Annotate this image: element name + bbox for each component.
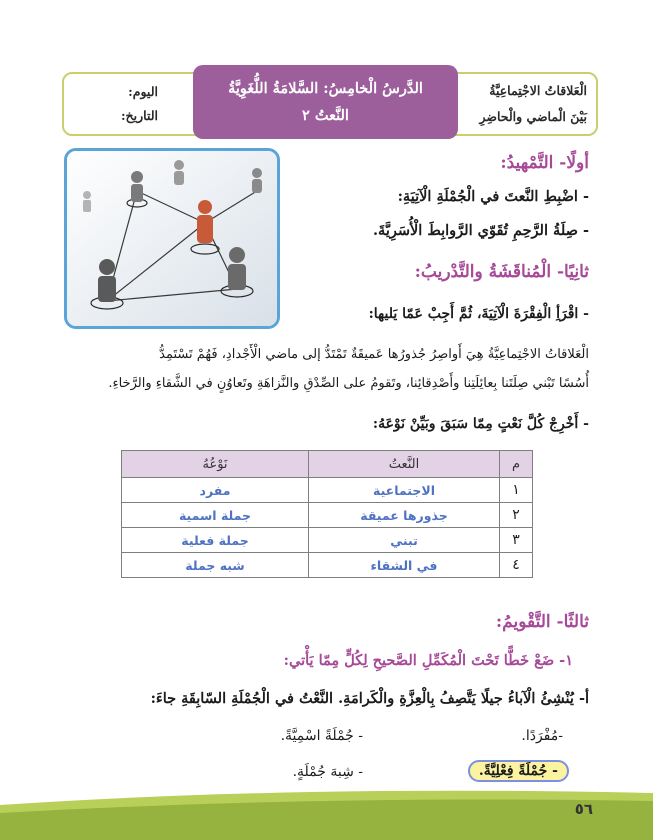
lesson-title-box [193,65,458,139]
unit-title-line2: بَيْنَ الْماضي والْحاضِرِ [479,109,587,124]
row-type: جملة فعلية [122,528,309,553]
row-type: جملة اسمية [122,503,309,528]
adjectives-table [121,450,533,578]
table-row [122,553,533,578]
section-heading-evaluation: ثالثًا- التَّقْويمُ: [495,612,589,632]
network-people-illustration [64,148,280,329]
row-adjective: جذورها عميقة [309,503,500,528]
date-label: التاريخ: [120,108,158,123]
day-label: اليوم: [128,84,158,99]
row-num: ٤ [500,553,533,578]
intro-instruction: - اضْبِطِ النَّعتَ في الْجُمْلَةِ الْآتِيَةِ: [397,188,589,205]
footer-wave-icon [0,785,653,840]
option-nominal-sentence[interactable]: - جُمْلَةً اسْمِيَّةً. [280,728,363,744]
table-row [122,478,533,503]
table-row [122,528,533,553]
section-heading-discussion: ثانِيًا- الْمُناقَشَةُ والتَّدْريبُ: [414,262,589,282]
option-verbal-sentence-selected[interactable] [468,760,569,782]
unit-title-line1: الْعَلاقاتُ الاجْتِماعِيَّةُ [489,83,587,98]
question-a: أ- يُنْشِئُ الْآباءُ جيلًا يَتَّصِفُ بِالْعِزَّةِ والْكَرامَةِ. النَّعْتُ في الْجُمْلَةِ السّابِقَةِ جاءَ: [150,690,589,707]
row-type: مفرد [122,478,309,503]
row-adjective: تبني [309,528,500,553]
row-adjective: الاجتماعية [309,478,500,503]
row-num: ١ [500,478,533,503]
header-adjective: النَّعتُ [309,451,500,478]
table-header-row [122,451,533,478]
paragraph-line2: أُسُسًا تَبْني صِلَتَنا بِعائِلَتِنا وأَصْدِقائِنا، وتَقومُ على الصِّدْقِ والنَّزاهَةِ وتَعاوُنٍ في الشَّقاءِ والرَّخاءِ. [108,376,589,391]
header-type: نَوْعُهُ [122,451,309,478]
paragraph-line1: الْعَلاقاتُ الاجْتِماعِيَّةُ هِيَ أَواصِرُ جُذورُها عَميقَةٌ تَمْتَدُّ إلى ماضي الْأَجْدادِ، فَهُمْ تَسْتَمِدُّ [159,347,589,362]
unit-title [457,78,587,130]
option-singular[interactable]: -مُفْرَدًا. [521,728,563,744]
row-num: ٢ [500,503,533,528]
row-num: ٣ [500,528,533,553]
table-row [122,503,533,528]
row-type: شبه جملة [122,553,309,578]
header-num: م [500,451,533,478]
day-date-fields [78,80,158,128]
page-number: ٥٦ [574,800,593,818]
reading-instruction: - اقْرَأِ الْفِقْرَةَ الْآتِيَةَ، ثُمَّ أَجِبْ عَمّا يَليها: [368,306,589,322]
extract-task: - أَخْرِجْ كُلَّ نَعْتٍ مِمّا سَبَقَ وبَيِّنْ نَوْعَهُ: [372,416,589,432]
option-semi-sentence[interactable]: - شِبهَ جُمْلَةٍ. [292,764,363,780]
selected-answer-highlight[interactable]: - جُمْلَةً فِعْلِيَّةً. [468,760,569,782]
lesson-subtitle: النَّعتُ ٢ [302,107,349,124]
lesson-title: الدَّرسُ الْخامِسُ: السَّلامَةُ اللُّغَوِيَّةُ [228,80,423,97]
network-graph-icon [67,151,277,326]
section-heading-intro: أولًا- التَّمْهيدُ: [500,153,589,173]
question-1: ١- ضَعْ خَطًّا تَحْتَ الْمُكَمِّلِ الصَّحيحِ لِكُلٍّ مِمّا يَأْتي: [283,652,573,669]
intro-sentence: - صِلَةُ الرَّحِمِ تُقَوّي الرَّوابِطَ الْأُسَرِيَّةَ. [373,222,589,239]
row-adjective: في الشقاء [309,553,500,578]
